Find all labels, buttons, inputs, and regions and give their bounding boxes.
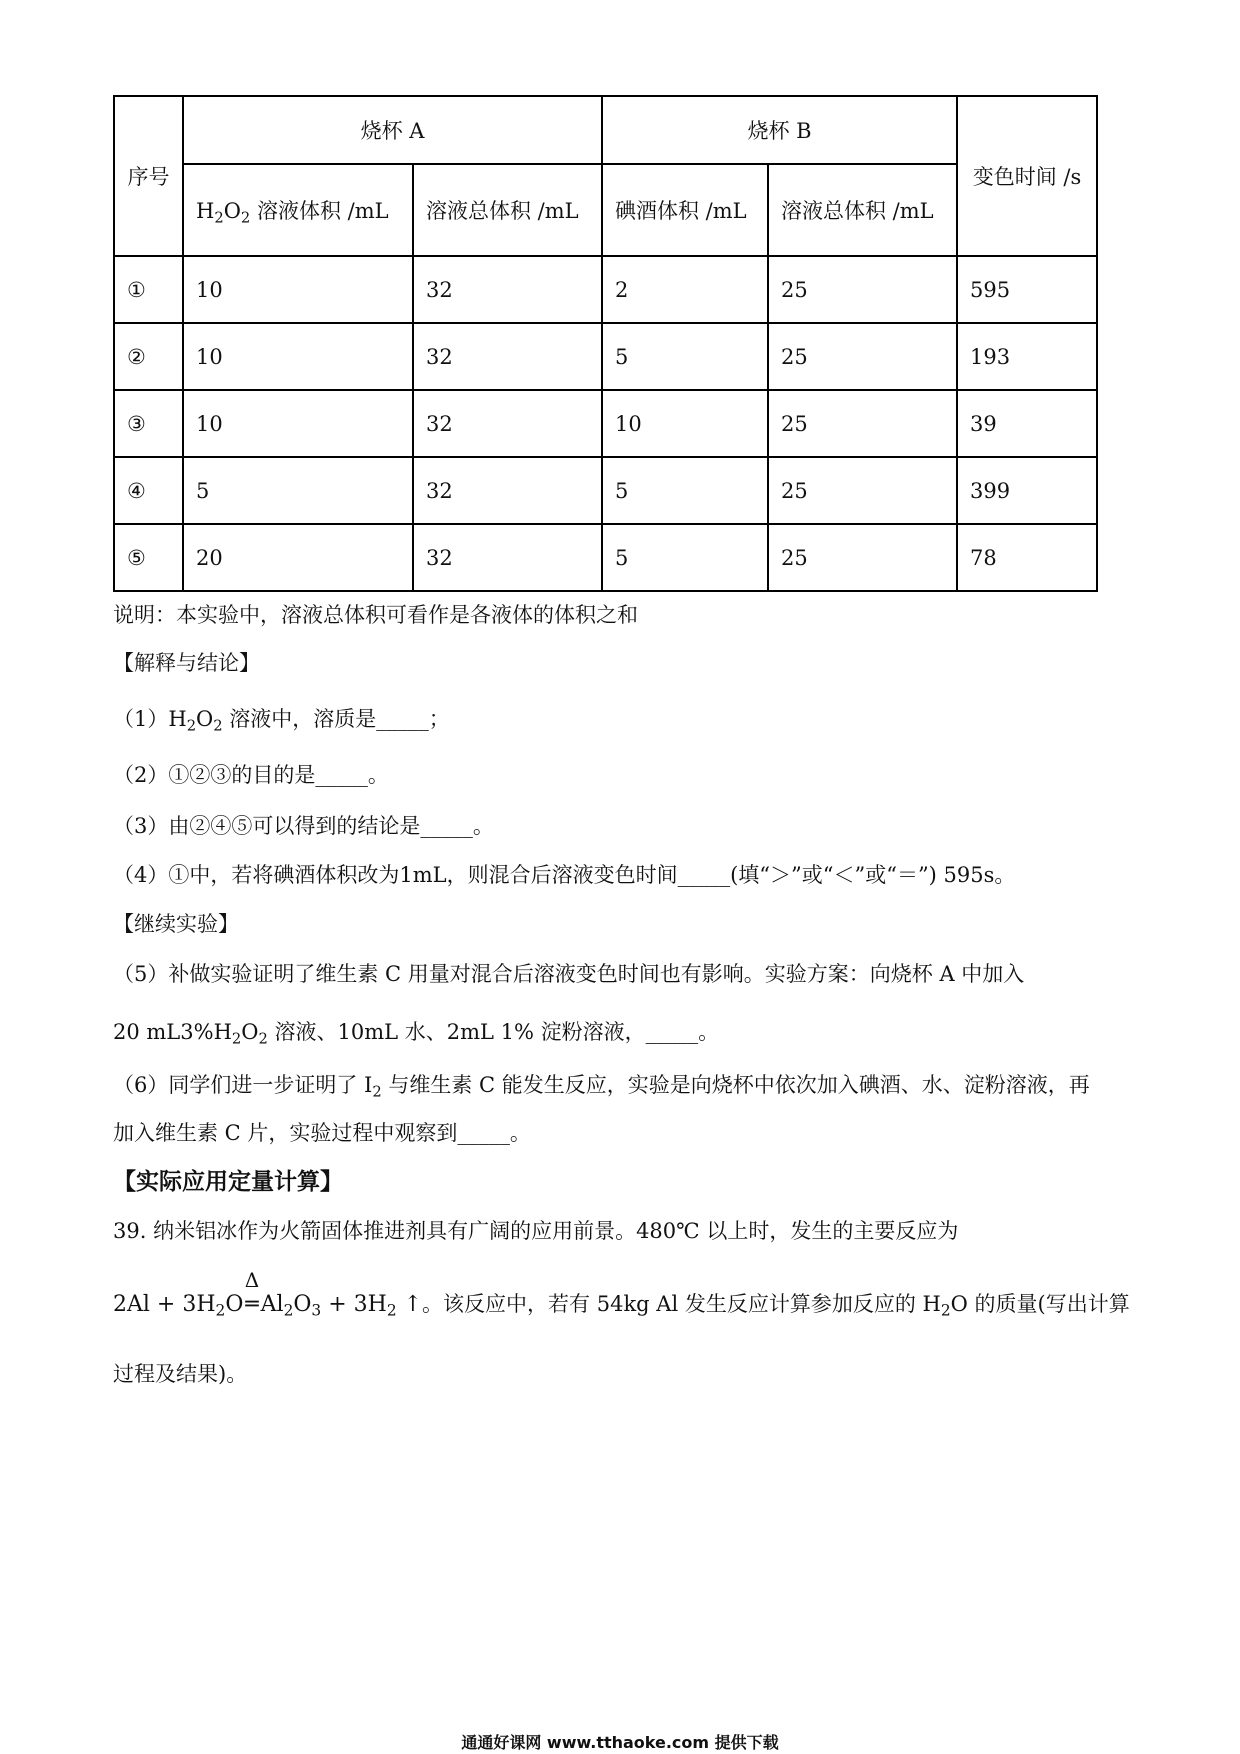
table-note: 说明：本实验中，溶液总体积可看作是各液体的体积之和 [113,603,638,627]
section-explain-heading: 【解释与结论】 [113,651,260,675]
table-row [114,457,1097,524]
header-b-total-volume: 溶液总体积 /mL [768,164,957,256]
header-a-total-volume: 溶液总体积 /mL [413,164,602,256]
page-footer: 通通好课网 www.tthaoke.com 提供下载 [461,1733,779,1752]
cell-no: ③ [114,390,183,457]
question-5-line1: （5）补做实验证明了维生素 C 用量对混合后溶液变色时间也有影响。实验方案：向烧杯 A 中加入 [113,962,1025,986]
cell-time: 193 [957,323,1097,390]
cell-iodine: 2 [602,256,768,323]
cell-a-total: 32 [413,256,602,323]
cell-iodine: 5 [602,323,768,390]
table-row [114,390,1097,457]
section-continue-heading: 【继续实验】 [113,912,239,936]
cell-no: ⑤ [114,524,183,591]
table-row [114,524,1097,591]
question-6-line2: 加入维生素 C 片，实验过程中观察到_____。 [113,1121,531,1145]
cell-b-total: 25 [768,323,957,390]
table-row [114,323,1097,390]
cell-no: ① [114,256,183,323]
question-1: $(1)H_2O_2$ 溶液中，溶质是_____； [113,707,450,735]
heating-equals-sign: Δ ═ [244,1268,260,1317]
table-row [114,256,1097,323]
header-h2o2-volume: $H_2O_2$ 溶液体积 /mL [183,164,413,256]
header-iodine-volume: 碘酒体积 /mL [602,164,768,256]
section-calc-heading: 【实际应用定量计算】 [113,1168,343,1195]
question-3: （3）由②④⑤可以得到的结论是_____。 [113,814,494,838]
question-6-line1: （6）同学们进一步证明了 $I_2$ 与维生素 C 能发生反应，实验是向烧杯中依次加入碘酒、水、淀粉溶液，再 [113,1073,1090,1101]
header-beaker-a: 烧杯 A [183,96,602,164]
cell-time: 595 [957,256,1097,323]
question-4: （4）①中，若将碘酒体积改为1mL，则混合后溶液变色时间_____(填“＞”或“＜”或“＝”) 595s。 [113,863,1016,887]
cell-iodine: 10 [602,390,768,457]
cell-b-total: 25 [768,256,957,323]
header-seq: 序号 [114,96,183,256]
cell-h2o2: 10 [183,323,413,390]
header-time: 变色时间 /s [957,96,1097,256]
cell-time: 39 [957,390,1097,457]
cell-b-total: 25 [768,457,957,524]
question-39-line3: 过程及结果)。 [113,1362,248,1386]
cell-b-total: 25 [768,390,957,457]
cell-a-total: 32 [413,390,602,457]
question-2: （2）①②③的目的是_____。 [113,763,389,787]
cell-no: ④ [114,457,183,524]
cell-h2o2: 10 [183,390,413,457]
question-39-line1: 39. 纳米铝冰作为火箭固体推进剂具有广阔的应用前景。480℃ 以上时，发生的主要反应为 [113,1219,959,1243]
cell-a-total: 32 [413,524,602,591]
cell-h2o2: 10 [183,256,413,323]
cell-h2o2: 20 [183,524,413,591]
cell-a-total: 32 [413,457,602,524]
cell-a-total: 32 [413,323,602,390]
cell-no: ② [114,323,183,390]
question-5-line2: 20 $mL3\%H_2O_2$ 溶液、10mL 水、2mL 1% 淀粉溶液，_____。 [113,1020,720,1048]
cell-time: 399 [957,457,1097,524]
cell-iodine: 5 [602,457,768,524]
cell-iodine: 5 [602,524,768,591]
header-beaker-b: 烧杯 B [602,96,957,164]
cell-b-total: 25 [768,524,957,591]
reaction-equation: $2Al + 3H_2O$ Δ $═Al_2O_3 + 3H_2$ ↑。该反应中，若有 54kg Al 发生反应计算参加反应的 $H_2O$ 的质量(写出计算 [113,1268,1130,1320]
experiment-table [113,95,1098,592]
cell-time: 78 [957,524,1097,591]
cell-h2o2: 5 [183,457,413,524]
